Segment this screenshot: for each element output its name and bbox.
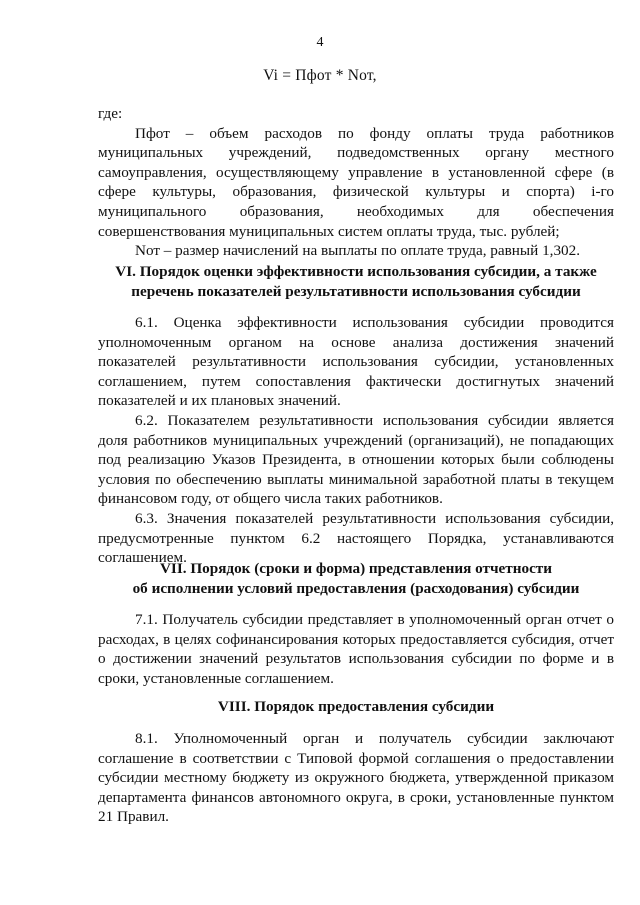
paragraph-6-3: 6.3. Значения показателей результативности использования субсидии, предусмотренные пунктом 6.2 настоящего Порядка, устанавливаются соглашением. bbox=[98, 509, 614, 567]
section-8-body bbox=[98, 729, 614, 827]
section-8-title: VIII. Порядок предоставления субсидии bbox=[217, 698, 495, 715]
definition-not: Nот – размер начислений на выплаты по оплате труда, равный 1,302. bbox=[135, 242, 581, 260]
formula: Vi = Пфот * Nот, bbox=[263, 67, 377, 84]
paragraph-6-1: 6.1. Оценка эффективности использования субсидии проводится уполномоченным органом на основе анализа достижения значений показателей результативности использования субсидии, установленных соглашением, путем сопоставления фактически достигнутых значений показателей и их плановых значений. bbox=[98, 314, 614, 410]
section-6-body bbox=[98, 313, 614, 568]
where-label: где: bbox=[98, 105, 123, 122]
definitions-block bbox=[98, 104, 614, 261]
section-7-title-line-1: VII. Порядок (сроки и форма) представления отчетности bbox=[159, 560, 553, 577]
definition-pfot: Пфот – объем расходов по фонду оплаты труда работников муниципальных учреждений, подведомственных органу местного самоуправления, осуществляющему управление в установленной сфере (в сфере культуры, образования, физической культуры и спорта) i-го муниципального образования, необходимых для обеспечения совершенствования муниципальных систем оплаты труда, тыс. рублей; bbox=[98, 124, 614, 240]
paragraph-7-1: 7.1. Получатель субсидии представляет в уполномоченный орган отчет о расходах, в целях софинансирования которых предоставляется субсидия, отчет о достижении значений результатов использования субсидии по форме и в сроки, установленные соглашением. bbox=[98, 611, 614, 687]
section-6-heading bbox=[98, 262, 614, 301]
paragraph-6-2: 6.2. Показателем результативности использования субсидии является доля работников муниципальных учреждений (организаций), не попадающих под реализацию Указов Президента, в отношении которых были соблюдены условия по обеспечению выплаты минимальной заработной платы в текущем финансовом году, от общего числа таких работников. bbox=[98, 411, 614, 508]
section-6-title-line-1: VI. Порядок оценки эффективности использования субсидии, а также bbox=[115, 263, 597, 280]
section-7-title-line-2: об исполнении условий предоставления (расходования) субсидии bbox=[132, 579, 580, 597]
section-7-body bbox=[98, 610, 614, 688]
paragraph-8-1: 8.1. Уполномоченный орган и получатель субсидии заключают соглашение в соответствии с Типовой формой соглашения о предоставлении субсидии местному бюджету из окружного бюджета, утвержденной приказом департамента финансов автономного округа, в сроки, установленные пунктом 21 Правил. bbox=[98, 730, 614, 826]
section-6-title-line-2: перечень показателей результативности использования субсидии bbox=[131, 282, 581, 300]
section-8-heading bbox=[98, 697, 614, 717]
page-number: 4 bbox=[316, 35, 324, 50]
section-7-heading bbox=[98, 559, 614, 598]
